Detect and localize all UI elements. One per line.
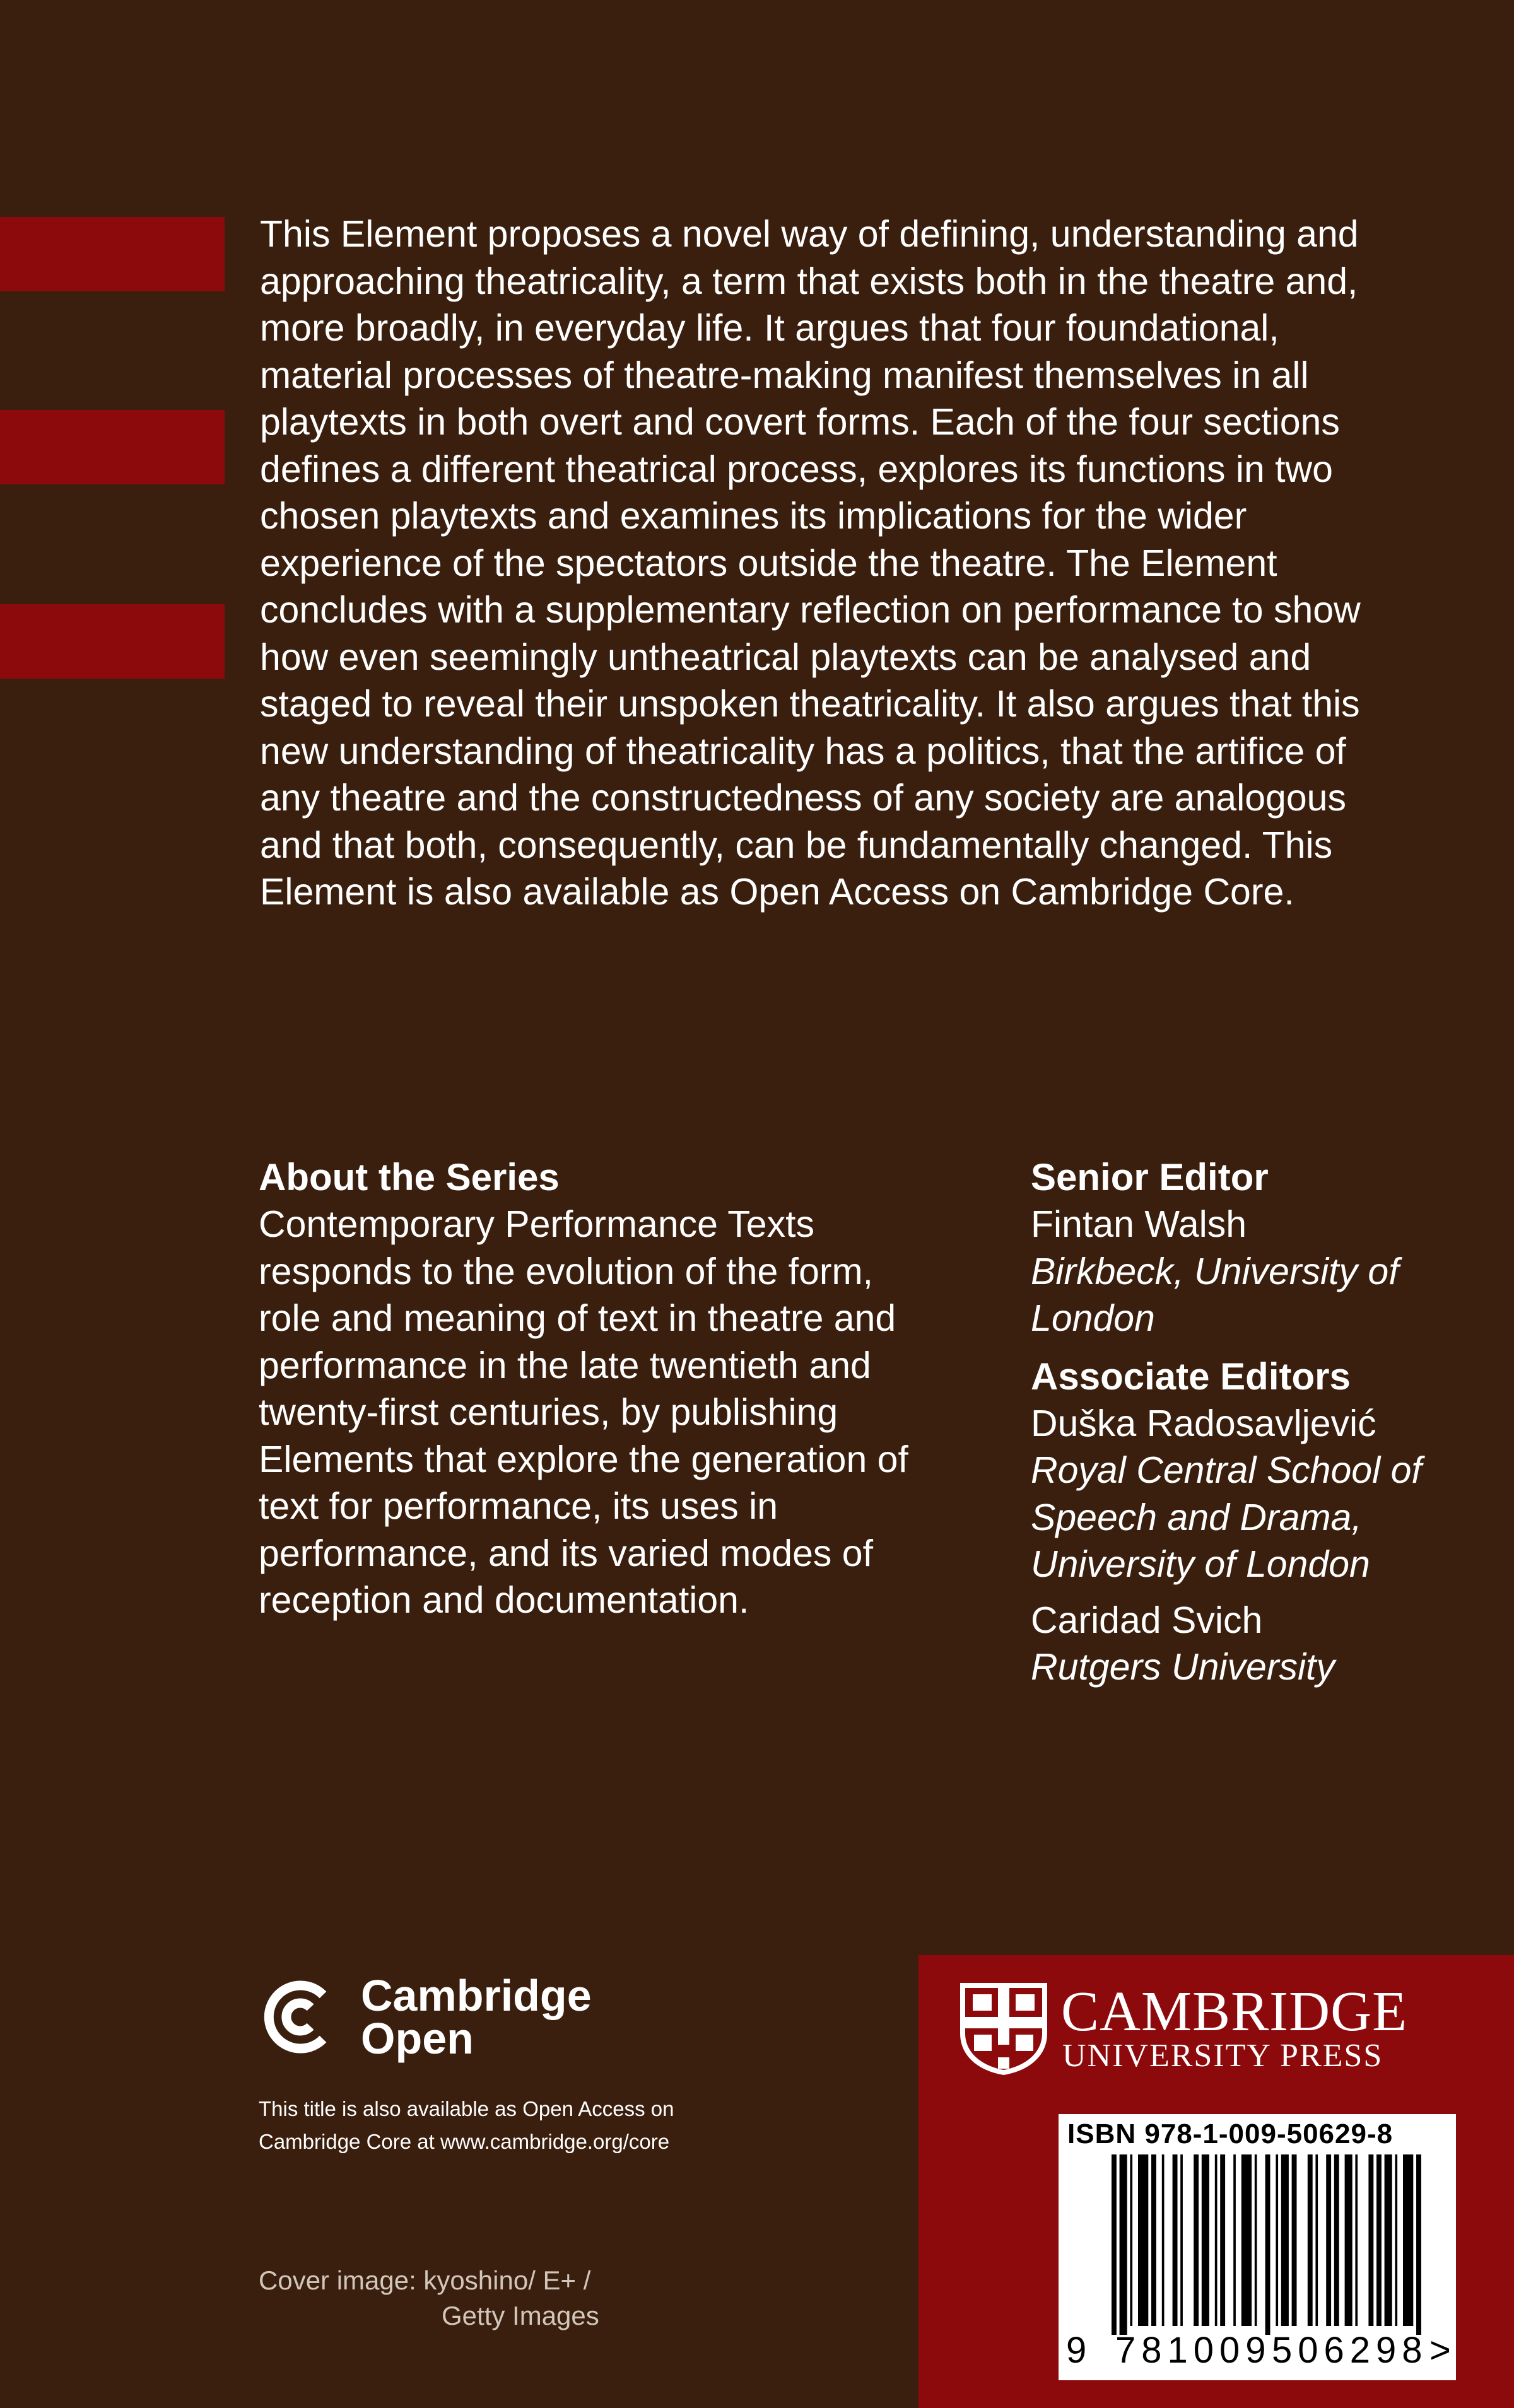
wordmark-cambridge: Cambridge	[361, 1971, 592, 2020]
barcode-bar	[1355, 2154, 1358, 2326]
editor-name: Caridad Svich	[1031, 1599, 1263, 1641]
editor-affiliation: Birkbeck, University of London	[1031, 1250, 1399, 1339]
editor-affiliation: Rutgers University	[1031, 1646, 1335, 1688]
barcode-bar	[1376, 2154, 1382, 2326]
barcode-bar	[1233, 2154, 1236, 2326]
decorative-stripe-1	[0, 217, 225, 291]
barcode-arrow: >	[1429, 2330, 1451, 2371]
barcode-bar	[1120, 2154, 1127, 2335]
cambridge-open-block	[259, 1971, 776, 2158]
about-the-series	[259, 1154, 915, 1624]
barcode-bar	[1173, 2154, 1178, 2326]
barcode-bar	[1315, 2154, 1318, 2326]
cambridge-open-c-icon	[259, 1976, 341, 2058]
barcode-bar	[1265, 2154, 1270, 2335]
associate-editor-entry	[1031, 1400, 1485, 1588]
open-access-note-line-2: Cambridge Core at www.cambridge.org/core	[259, 2130, 670, 2153]
publisher-panel	[918, 1955, 1514, 2408]
wordmark-open: Open	[361, 2014, 474, 2063]
editor-affiliation: Royal Central School of Speech and Drama, University of London	[1031, 1449, 1422, 1585]
barcode-bar	[1276, 2154, 1278, 2326]
series-heading: About the Series	[259, 1156, 560, 1198]
decorative-stripe-3	[0, 604, 225, 679]
decorative-stripe-2	[0, 410, 225, 484]
editors-list	[1031, 1154, 1485, 1700]
barcode-bar	[1368, 2154, 1373, 2326]
isbn-barcode	[1059, 2114, 1456, 2380]
barcode-bar	[1180, 2154, 1183, 2326]
cover-credit-line-1: Cover image: kyoshino/ E+ /	[259, 2265, 591, 2295]
open-access-note	[259, 2093, 776, 2158]
barcode-bar	[1241, 2154, 1252, 2326]
cambridge-open-wordmark	[361, 1971, 592, 2063]
associate-editor-entry	[1031, 1597, 1485, 1691]
barcode-bar	[1220, 2154, 1225, 2326]
publisher-name-university-press: UNIVERSITY PRESS	[1062, 2038, 1383, 2074]
cover-credit-line-2: Getty Images	[442, 2301, 599, 2330]
university-crest-icon	[956, 1979, 1051, 2078]
barcode-digits	[1059, 2329, 1456, 2373]
barcode-bar	[1112, 2154, 1117, 2335]
barcode-bar	[1162, 2154, 1165, 2326]
barcode-bar	[1326, 2154, 1331, 2326]
barcode-bar	[1138, 2154, 1148, 2326]
barcode-bar	[1130, 2154, 1132, 2326]
barcode-bar	[1416, 2154, 1421, 2335]
barcode-bar	[1202, 2154, 1209, 2326]
open-access-note-line-1: This title is also available as Open Access on	[259, 2097, 674, 2120]
barcode-bar	[1385, 2154, 1392, 2326]
barcode-digits-right: 506298	[1272, 2330, 1428, 2371]
barcode-bar	[1255, 2154, 1257, 2326]
barcode-digits-left: 781009	[1115, 2330, 1272, 2371]
barcode-bar	[1292, 2154, 1297, 2326]
barcode-bar	[1345, 2154, 1353, 2326]
barcode-bar	[1334, 2154, 1339, 2326]
cover-image-credit	[259, 2263, 599, 2334]
barcode-bar	[1194, 2154, 1199, 2326]
isbn-label: ISBN 978-1-009-50629-8	[1067, 2119, 1394, 2149]
senior-editor-heading: Senior Editor	[1031, 1156, 1269, 1198]
senior-editor-entry	[1031, 1201, 1485, 1342]
barcode-bar	[1281, 2154, 1289, 2326]
series-description: Contemporary Performance Texts responds to the evolution of the form, role and meaning of text in theatre and performance in the late twentieth and twenty-first centuries, by publishing Elements that explore the generation of text for performance, its uses in performance, and its varied modes of reception and documentation.	[259, 1203, 908, 1621]
barcode-bar	[1308, 2154, 1313, 2326]
book-blurb: This Element proposes a novel way of defining, understanding and approaching theatricality, a term that exists both in the theatre and, more broadly, in everyday life. It argues that four foundational, material processes of theatre-making manifest themselves in all playtexts in both overt and covert forms. Each of the four sections defines a different theatrical process, explores its functions in two chosen playtexts and examines its implications for the wider experience of the spectators outside the theatre. The Element concludes with a supplementary reflection on performance to show how even seemingly untheatrical playtexts can be analysed and staged to reveal their unspoken theatricality. It also argues that this new understanding of theatricality has a politics, that the artifice of any theatre and the constructedness of any society are analogous and that both, consequently, can be fundamentally changed. This Element is also available as Open Access on Cambridge Core.	[260, 213, 1361, 913]
associate-editors-heading: Associate Editors	[1031, 1355, 1351, 1398]
editor-name: Fintan Walsh	[1031, 1203, 1247, 1245]
barcode-bar	[1403, 2154, 1413, 2326]
barcode-bar	[1151, 2154, 1156, 2326]
cambridge-open-logo	[259, 1971, 776, 2063]
barcode-digit-first: 9	[1066, 2330, 1087, 2371]
publisher-name-cambridge: CAMBRIDGE	[1061, 1980, 1408, 2043]
barcode-bar	[1215, 2154, 1218, 2326]
barcode-bar	[1395, 2154, 1397, 2326]
editor-name: Duška Radosavljević	[1031, 1402, 1376, 1444]
